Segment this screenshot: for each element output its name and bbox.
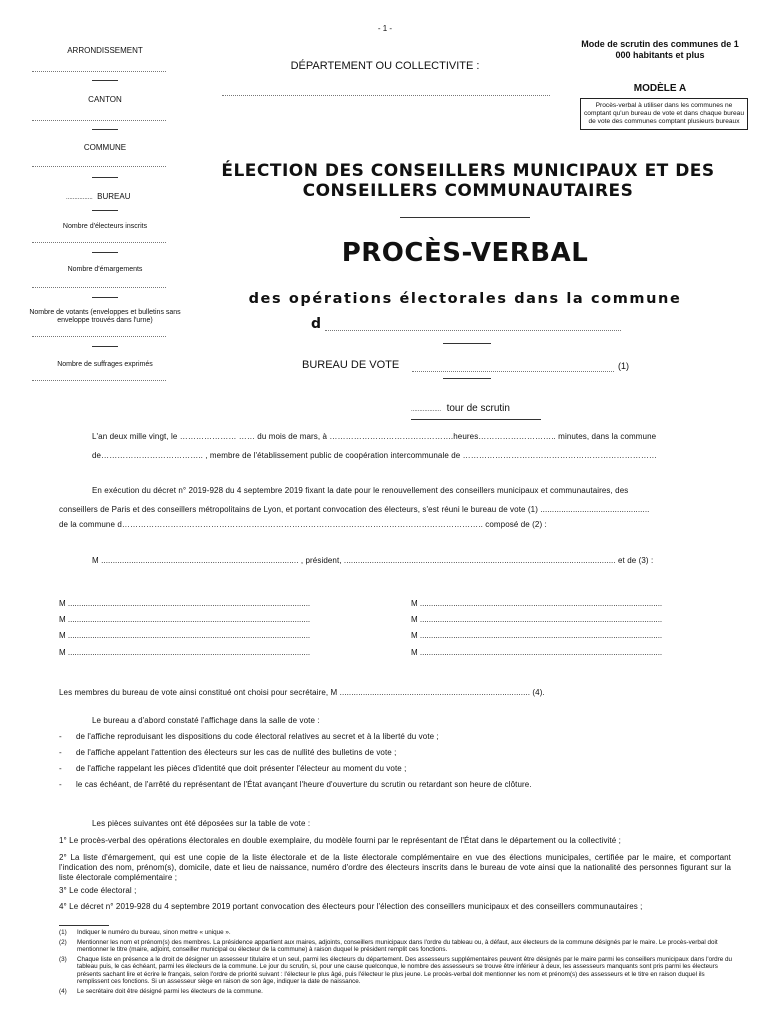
divider	[92, 297, 118, 298]
piece-item: 1° Le procès-verbal des opérations électorales en double exemplaire, du modèle fourni par le représentant de l'État dans le département ou la collectivité ;	[59, 836, 621, 845]
tour-label: .................. tour de scrutin	[411, 403, 510, 414]
emargements-label: Nombre d'émargements	[67, 266, 143, 273]
piece-item: 3° Le code électoral ;	[59, 886, 137, 895]
votants-field[interactable]	[32, 336, 166, 337]
divider	[443, 378, 491, 379]
bureau-vote-note: (1)	[618, 361, 629, 371]
subtitle: des opérations électorales dans la commune	[248, 291, 682, 307]
piece-item: 4° Le décret n° 2019-928 du 4 septembre 2019 portant convocation des électeurs pour l'élection des conseillers municipaux et des conseillers communautaires ;	[59, 902, 643, 911]
divider	[92, 252, 118, 253]
piece-item: 2° La liste d'émargement, qui est une copie de la liste électorale et de la liste électorale complémentaire en vue des élections municipales, certifiée par le maire, et comportant l'indication des nom, prénom(s), domicile, date et lieu de naissance, numéro d'ordre des électeurs inscrits dans le bureau de vote ainsi que la nationalité des personnes figurant sur la liste électorale complémentaire ;	[59, 853, 731, 882]
decret-para-1: En exécution du décret n° 2019-928 du 4 septembre 2019 fixant la date pour le renouvellement des conseillers municipaux et communautaires, des	[92, 486, 629, 495]
assesseur-field[interactable]: M .............................................................................................................	[411, 615, 663, 624]
list-item: de l'affiche reproduisant les dispositions du code électoral relatives au secret et à la liberté du vote ;	[76, 732, 439, 741]
mode-scrutin: Mode de scrutin des communes de 1 000 habitants et plus	[581, 39, 739, 61]
inscrits-field[interactable]	[32, 242, 166, 243]
commune-field[interactable]	[32, 166, 166, 167]
divider	[92, 210, 118, 211]
decret-para-3: de la commune d…………………………………………………………………………………………………………………….. composé de (2) :	[59, 520, 547, 529]
title-divider	[400, 217, 530, 218]
page-number: - 1 -	[377, 24, 393, 33]
divider	[92, 129, 118, 130]
date-line-1: L'an deux mille vingt, le ………………… …… du mois de mars, à ……………………………………….heures……………………….. minutes, dans la commune	[92, 432, 657, 441]
votants-label: Nombre de votants (enveloppes et bulletins sans enveloppe trouvés dans l'urne)	[29, 309, 181, 325]
divider	[411, 419, 541, 420]
divider	[92, 346, 118, 347]
commune-d: d	[311, 316, 322, 332]
modele-label: MODÈLE A	[633, 83, 687, 94]
usage-box: Procès-verbal à utiliser dans les communes ne comptant qu'un bureau de vote et dans chaque bureau de vote des communes comptant plusieurs bureaux	[580, 98, 748, 130]
footnotes	[59, 929, 735, 995]
secretaire-line: Les membres du bureau de vote ainsi constitué ont choisi pour secrétaire, M .................................................................................. (4).	[59, 688, 545, 697]
list-item: de l'affiche appelant l'attention des électeurs sur les cas de nullité des bulletins de vote ;	[76, 748, 397, 757]
pieces-intro: Les pièces suivantes ont été déposées sur la table de vote :	[92, 819, 311, 828]
footnote: (3) Chaque liste en présence a le droit de désigner un assesseur titulaire et un seul, parmi les électeurs du département. Des assesseurs supplémentaires peuvent être désignés par le maire parmi les conseillers municipaux dans l'ordre du tableau puis, le cas échéant, parmi les électeurs de la commune. Le jour du scrutin, si, pour une cause quelconque, le nombre des assesseurs se trouve être inférieur à deux, les assesseurs manquants sont pris parmi les électeurs présents sachant lire et écrire le français, selon l'ordre de priorité suivant : l'électeur le plus âgé, puis l'électeur le plus jeune. Le procès-verbal doit mentionner les nom et prénom(s) des assesseurs et le titre en raison duquel ils remplissent ces fonctions. Si un assesseur siège en raison de son âge, indiquer la date de naissance.	[59, 955, 733, 986]
bureau-label: ................ BUREAU	[66, 192, 131, 201]
commune-name-field[interactable]	[325, 330, 621, 331]
assesseur-field[interactable]: M .............................................................................................................	[411, 648, 663, 657]
divider	[92, 80, 118, 81]
list-item: le cas échéant, de l'arrêté du représentant de l'État avançant l'heure d'ouverture du scrutin ou retardant son heure de clôture.	[76, 780, 532, 789]
bureau-vote-label: BUREAU DE VOTE	[302, 359, 400, 371]
footnote: (4) Le secrétaire doit être désigné parmi les électeurs de la commune.	[59, 987, 263, 995]
assesseur-field[interactable]: M .............................................................................................................	[59, 599, 311, 608]
affichage-intro: Le bureau a d'abord constaté l'affichage dans la salle de vote :	[92, 716, 320, 725]
assesseur-field[interactable]: M .............................................................................................................	[59, 631, 311, 640]
footnote: (2) Mentionner les nom et prénom(s) des membres. La présidence appartient aux maires, adjoints, conseillers municipaux dans l'ordre du tableau ou, à défaut, aux électeurs de la commune désignés par le maire. Le procès-verbal doit mentionner le titre (maire, adjoint, conseiller municipal ou électeur de la commune) à raison duquel le président remplit ces fonctions.	[59, 938, 718, 954]
departement-label: DÉPARTEMENT OU COLLECTIVITE :	[290, 60, 480, 72]
tour-number-field[interactable]: ..................	[411, 407, 442, 413]
assesseur-field[interactable]: M .............................................................................................................	[59, 615, 311, 624]
footnote: (1) Indiquer le numéro du bureau, sinon mettre « unique ».	[59, 929, 231, 936]
exprimes-field[interactable]	[32, 380, 166, 381]
divider	[92, 177, 118, 178]
divider	[443, 343, 491, 344]
emargements-field[interactable]	[32, 287, 166, 288]
list-item: de l'affiche rappelant les pièces d'identité que doit présenter l'électeur au moment du vote ;	[76, 764, 407, 773]
canton-label: CANTON	[88, 95, 122, 104]
bureau-vote-field[interactable]	[412, 371, 614, 372]
president-line: M ..................................................................................... , président, ..................................................................................................................... et de (3) :	[92, 556, 654, 565]
commune-label: COMMUNE	[83, 143, 127, 152]
arrondissement-field[interactable]	[32, 71, 166, 72]
bureau-number-field[interactable]: ................	[66, 195, 93, 201]
assesseur-field[interactable]: M .............................................................................................................	[411, 631, 663, 640]
footnote-divider	[59, 925, 109, 926]
decret-para-2: conseillers de Paris et des conseillers métropolitains de Lyon, et portant convocation des électeurs, s'est réuni le bureau de vote (1) ...............................................	[59, 505, 650, 514]
assesseur-field[interactable]: M .............................................................................................................	[411, 599, 663, 608]
assesseur-field[interactable]: M .............................................................................................................	[59, 648, 311, 657]
pv-title: PROCÈS-VERBAL	[341, 238, 589, 268]
date-line-2: de……………………………….. , membre de l'établissement public de coopération intercommunale de ………………………………………………………………	[92, 451, 658, 460]
exprimes-label: Nombre de suffrages exprimés	[57, 361, 153, 368]
inscrits-label: Nombre d'électeurs inscrits	[62, 223, 148, 230]
canton-field[interactable]	[32, 120, 166, 121]
departement-field[interactable]	[222, 95, 550, 96]
election-title: ÉLECTION DES CONSEILLERS MUNICIPAUX ET DES CONSEILLERS COMMUNAUTAIRES	[221, 161, 715, 202]
arrondissement-label: ARRONDISSEMENT	[67, 46, 143, 55]
